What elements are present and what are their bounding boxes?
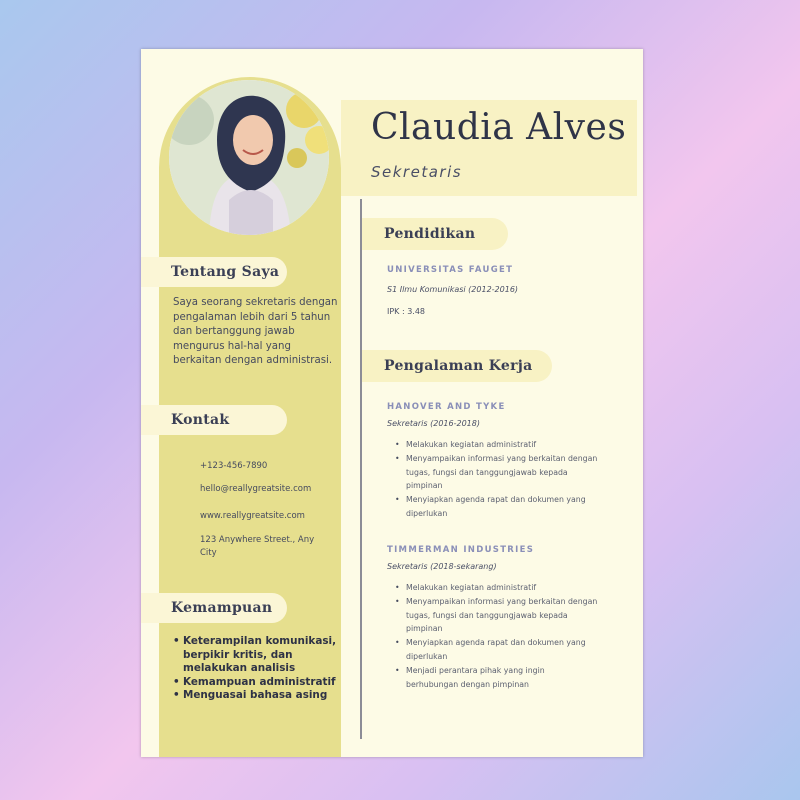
contact-phone: +123-456-7890 — [200, 461, 268, 471]
job-task: • Melakukan kegiatan administratif — [389, 438, 599, 452]
about-heading-pill — [141, 257, 287, 287]
job-task: • Menyiapkan agenda rapat dan dokumen yang diperlukan — [389, 636, 599, 664]
education-gpa: IPK : 3.48 — [387, 307, 426, 316]
divider-line — [360, 199, 362, 739]
contact-address: 123 Anywhere Street., Any City — [200, 535, 315, 558]
job-company: HANOVER AND TYKE — [387, 402, 506, 412]
person-name: Claudia Alves — [371, 107, 627, 148]
job-task-list — [389, 581, 599, 691]
job-task-list — [389, 438, 599, 521]
education-heading: Pendidikan — [384, 226, 476, 242]
job-task: • Menyampaikan informasi yang berkaitan dengan tugas, fungsi dan tanggungjawab kepada pimpinan — [389, 452, 599, 493]
contact-email: hello@reallygreatsite.com — [200, 484, 312, 494]
education-school: UNIVERSITAS FAUGET — [387, 265, 514, 275]
about-text: Saya seorang sekretaris dengan pengalaman lebih dari 5 tahun dan bertanggung jawab mengurus hal-hal yang berkaitan dengan administrasi. — [173, 297, 338, 366]
skill-item: • Menguasai bahasa asing — [171, 689, 341, 703]
job-task: • Menyiapkan agenda rapat dan dokumen yang diperlukan — [389, 493, 599, 521]
job-company: TIMMERMAN INDUSTRIES — [387, 545, 535, 555]
job-task: • Menjadi perantara pihak yang ingin berhubungan dengan pimpinan — [389, 664, 599, 692]
contact-heading: Kontak — [171, 412, 230, 428]
education-degree: S1 Ilmu Komunikasi (2012-2016) — [387, 285, 519, 294]
person-role: Sekretaris — [371, 163, 463, 181]
skills-list — [171, 635, 341, 703]
contact-heading-pill — [141, 405, 287, 435]
skill-item: • Kemampuan administratif — [171, 676, 341, 690]
job-title: Sekretaris (2016-2018) — [387, 419, 480, 428]
job-task: • Melakukan kegiatan administratif — [389, 581, 599, 595]
experience-heading: Pengalaman Kerja — [384, 358, 533, 374]
education-heading-pill — [362, 218, 508, 250]
skills-heading: Kemampuan — [171, 600, 273, 616]
experience-heading-pill — [362, 350, 552, 382]
profile-photo — [169, 80, 329, 235]
job-title: Sekretaris (2018-sekarang) — [387, 562, 497, 571]
skills-heading-pill — [141, 593, 287, 623]
skill-item: • Keterampilan komunikasi, berpikir kritis, dan melakukan analisis — [171, 635, 341, 676]
contact-website: www.reallygreatsite.com — [200, 511, 305, 521]
resume-page — [141, 49, 643, 757]
about-heading: Tentang Saya — [171, 264, 280, 280]
job-task: • Menyampaikan informasi yang berkaitan dengan tugas, fungsi dan tanggungjawab kepada pimpinan — [389, 595, 599, 636]
